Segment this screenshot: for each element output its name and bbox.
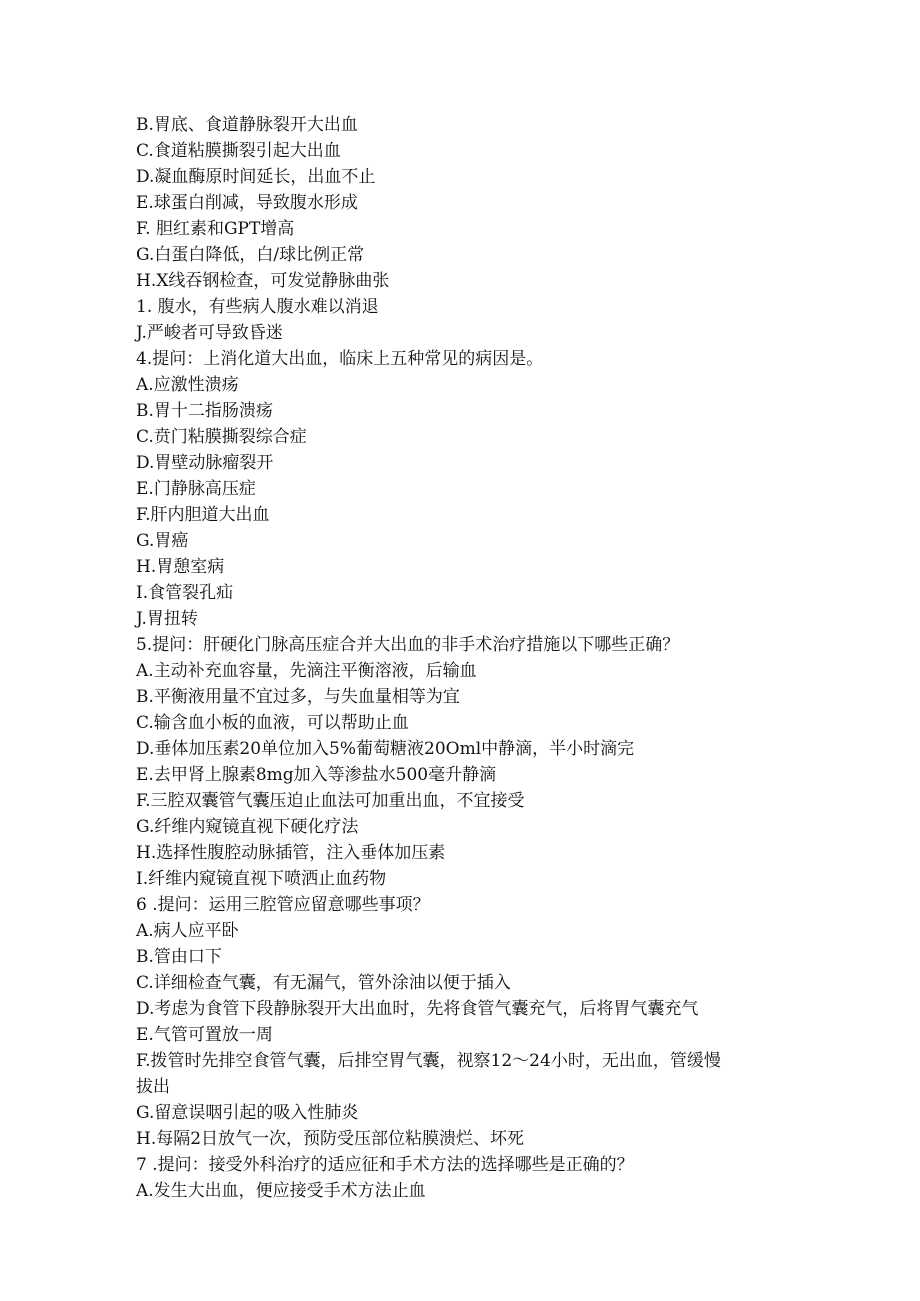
text-line: C.食道粘膜撕裂引起大出血 — [136, 141, 341, 161]
question-heading: 7 .提问：接受外科治疗的适应征和手术方法的选择哪些是正确的？ — [136, 1155, 634, 1175]
text-line: J.胃扭转 — [136, 609, 198, 629]
text-line: A.发生大出血，便应接受手术方法止血 — [136, 1181, 426, 1201]
text-line: B.胃十二指肠溃疡 — [136, 401, 273, 421]
text-line: D.胃壁动脉瘤裂开 — [136, 453, 274, 473]
text-line: H.胃憩室病 — [136, 557, 225, 577]
text-line: B.管由口下 — [136, 947, 222, 967]
text-line: 拔出 — [136, 1077, 170, 1097]
text-line: G.胃癌 — [136, 531, 189, 551]
text-line: D.考虑为食管下段静脉裂开大出血时，先将食管气囊充气，后将胃气囊充气 — [136, 999, 699, 1019]
text-line: G.纤维内窥镜直视下硬化疗法 — [136, 817, 359, 837]
text-line: G.留意误咽引起的吸入性肺炎 — [136, 1103, 359, 1123]
text-line: C.输含血小板的血液，可以帮助止血 — [136, 713, 409, 733]
text-line: H.X线吞钢检查，可发觉静脉曲张 — [136, 271, 390, 291]
text-line: B.胃底、食道静脉裂开大出血 — [136, 115, 358, 135]
text-line: E.气管可置放一周 — [136, 1025, 273, 1045]
text-line: H.每隔2日放气一次，预防受压部位粘膜溃烂、坏死 — [136, 1129, 525, 1149]
text-line: E.去甲肾上腺素8mg加入等渗盐水500毫升静滴 — [136, 765, 497, 785]
text-line: D.垂体加压素20单位加入5%葡萄糖液20Oml中静滴，半小时滴完 — [136, 739, 635, 759]
text-line: 1. 腹水，有些病人腹水难以消退 — [136, 297, 379, 317]
text-line: A.应激性溃疡 — [136, 375, 239, 395]
text-line: I.食管裂孔疝 — [136, 583, 234, 603]
question-heading: 4.提问：上消化道大出血，临床上五种常见的病因是。 — [136, 349, 544, 369]
text-line: F.肝内胆道大出血 — [136, 505, 270, 525]
text-line: A.主动补充血容量，先滴注平衡溶液，后输血 — [136, 661, 477, 681]
text-line: F.三腔双囊管气囊压迫止血法可加重出血，不宜接受 — [136, 791, 525, 811]
text-line: F. 胆红素和GPT增高 — [136, 219, 295, 239]
text-line: I.纤维内窥镜直视下喷洒止血药物 — [136, 869, 387, 889]
text-line: E.门静脉高压症 — [136, 479, 256, 499]
text-line: J.严峻者可导致昏迷 — [136, 323, 283, 343]
question-heading: 6 .提问：运用三腔管应留意哪些事项？ — [136, 895, 430, 915]
text-line: D.凝血酶原时间延长，出血不止 — [136, 167, 376, 187]
text-line: C.贲门粘膜撕裂综合症 — [136, 427, 307, 447]
text-line: H.选择性腹腔动脉插管，注入垂体加压素 — [136, 843, 446, 863]
text-line: C.详细检查气囊，有无漏气，管外涂油以便于插入 — [136, 973, 511, 993]
text-line: E.球蛋白削减，导致腹水形成 — [136, 193, 358, 213]
text-line: G.白蛋白降低，白/球比例正常 — [136, 245, 365, 265]
question-heading: 5.提问：肝硬化门脉高压症合并大出血的非手术治疗措施以下哪些正确？ — [136, 635, 680, 655]
text-line: A.病人应平卧 — [136, 921, 239, 941]
text-line: B.平衡液用量不宜过多，与失血量相等为宜 — [136, 687, 460, 707]
text-line: F.拨管时先排空食管气囊，后排空胃气囊，视察12～24小时，无出血，管缓慢 — [136, 1051, 721, 1071]
